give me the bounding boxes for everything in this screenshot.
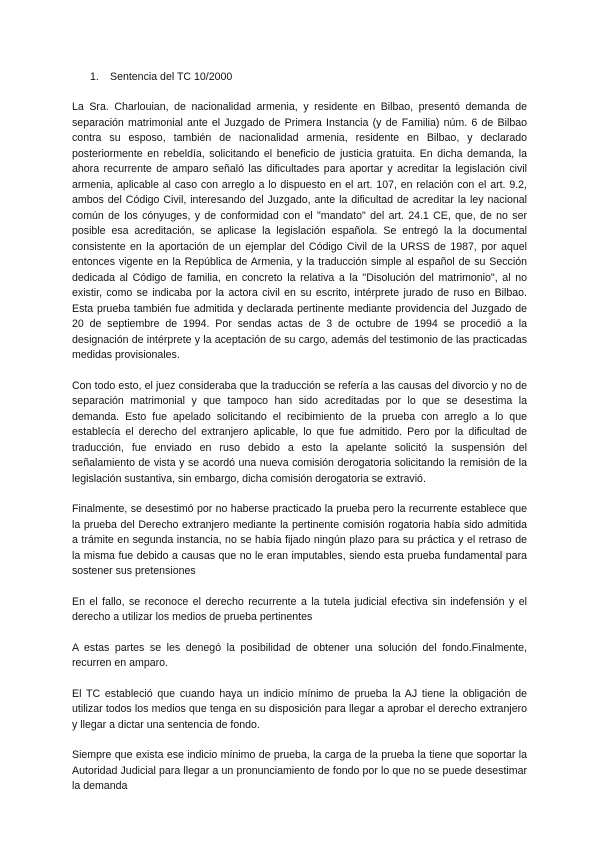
document-page (72, 70, 527, 810)
paragraph-amparo: A estas partes se les denegó la posibilidad de obtener una solución del fondo.Finalmente, recurren en amparo. (72, 641, 527, 669)
section-heading (90, 70, 527, 85)
paragraph-burden-of-proof: Siempre que exista ese indicio mínimo de prueba, la carga de la prueba la tiene que soportar la Autoridad Judicial para llegar a un pronunciamiento de fondo por lo que no se puede desestimar la demanda (72, 749, 527, 792)
paragraph-appeal: Finalmente, se desestimó por no haberse practicado la prueba pero la recurrente establece que la prueba del Derecho extranjero mediante la pertinente comisión rogatoria había sido admitida a trámite en segunda instancia, no se había fijado ningún plazo para su práctica y el retraso de la misma fue debido a causas que no le eran imputables, siendo esta prueba fundamental para sostener sus pretensiones (72, 503, 527, 577)
section-number: 1. (90, 71, 99, 83)
section-title: Sentencia del TC 10/2000 (110, 71, 233, 83)
paragraph-facts: La Sra. Charlouian, de nacionalidad armenia, y residente en Bilbao, presentó demanda de separación matrimonial ante el Juzgado de Primera Instancia (y de Familia) núm. 6 de Bilbao contra su esposo, también de nacionalidad armenia, residente en Bilbao, y declarado posteriormente en rebeldía, solicitando el beneficio de justicia gratuita. En dicha demanda, la ahora recurrente de amparo señaló las dificultades para aportar y acreditar la legislación civil armenia, aplicable al caso con arreglo a lo dispuesto en el art. 107, en relación con el art. 9.2, ambos del Código Civil, interesando del Juzgado, ante la dificultad de acreditar la ley nacional común de los cónyuges, y de conformidad con el "mandato" del art. 24.1 CE, que, de no ser posible esa acreditación, se aplicase la legislación española. Se entregó la la documental consistente en la aportación de un ejemplar del Código Civil de la URSS de 1987, por aquel entonces vigente en la República de Armenia, y la traducción simple al español de su Sección dedicada al Código de familia, en concreto la relativa a la "Disolución del matrimonio", al no existir, como se indicaba por la actora civil en su escrito, intérprete jurado de ruso en Bilbao. Esta prueba también fue admitida y declarada pertinente mediante providencia del Juzgado de 20 de septiembre de 1994. Por sendas actas de 3 de octubre de 1994 se procedió a la designación de intérprete y la aceptación de su cargo, además del testimonio de las practicadas medidas provisionales. (72, 101, 527, 361)
paragraph-first-instance: Con todo esto, el juez consideraba que la traducción se refería a las causas del divorcio y no de separación matrimonial y que tampoco han sido acreditadas por lo que se desestima la demanda. Esto fue apelado solicitando el recibimiento de la prueba con arreglo a lo que establecía el derecho del extranjero aplicable, lo que fue admitido. Pero por la dificultad de traducción, fue enviado en ruso debido a esto la apelante solicitó la suspensión del señalamiento de vista y se acordó una nueva comisión derogatoria solicitando la remisión de la legislación sustantiva, sin embargo, dicha comisión derogatoria se extravió. (72, 379, 527, 485)
paragraph-ruling: En el fallo, se reconoce el derecho recurrente a la tutela judicial efectiva sin indefensión y el derecho a utilizar los medios de prueba pertinentes (72, 595, 527, 623)
paragraph-tc-doctrine: El TC estableció que cuando haya un indicio mínimo de prueba la AJ tiene la obligación de utilizar todos los medios que tenga en su disposición para llegar a aprobar el derecho extranjero y llegar a dictar una sentencia de fondo. (72, 687, 527, 731)
